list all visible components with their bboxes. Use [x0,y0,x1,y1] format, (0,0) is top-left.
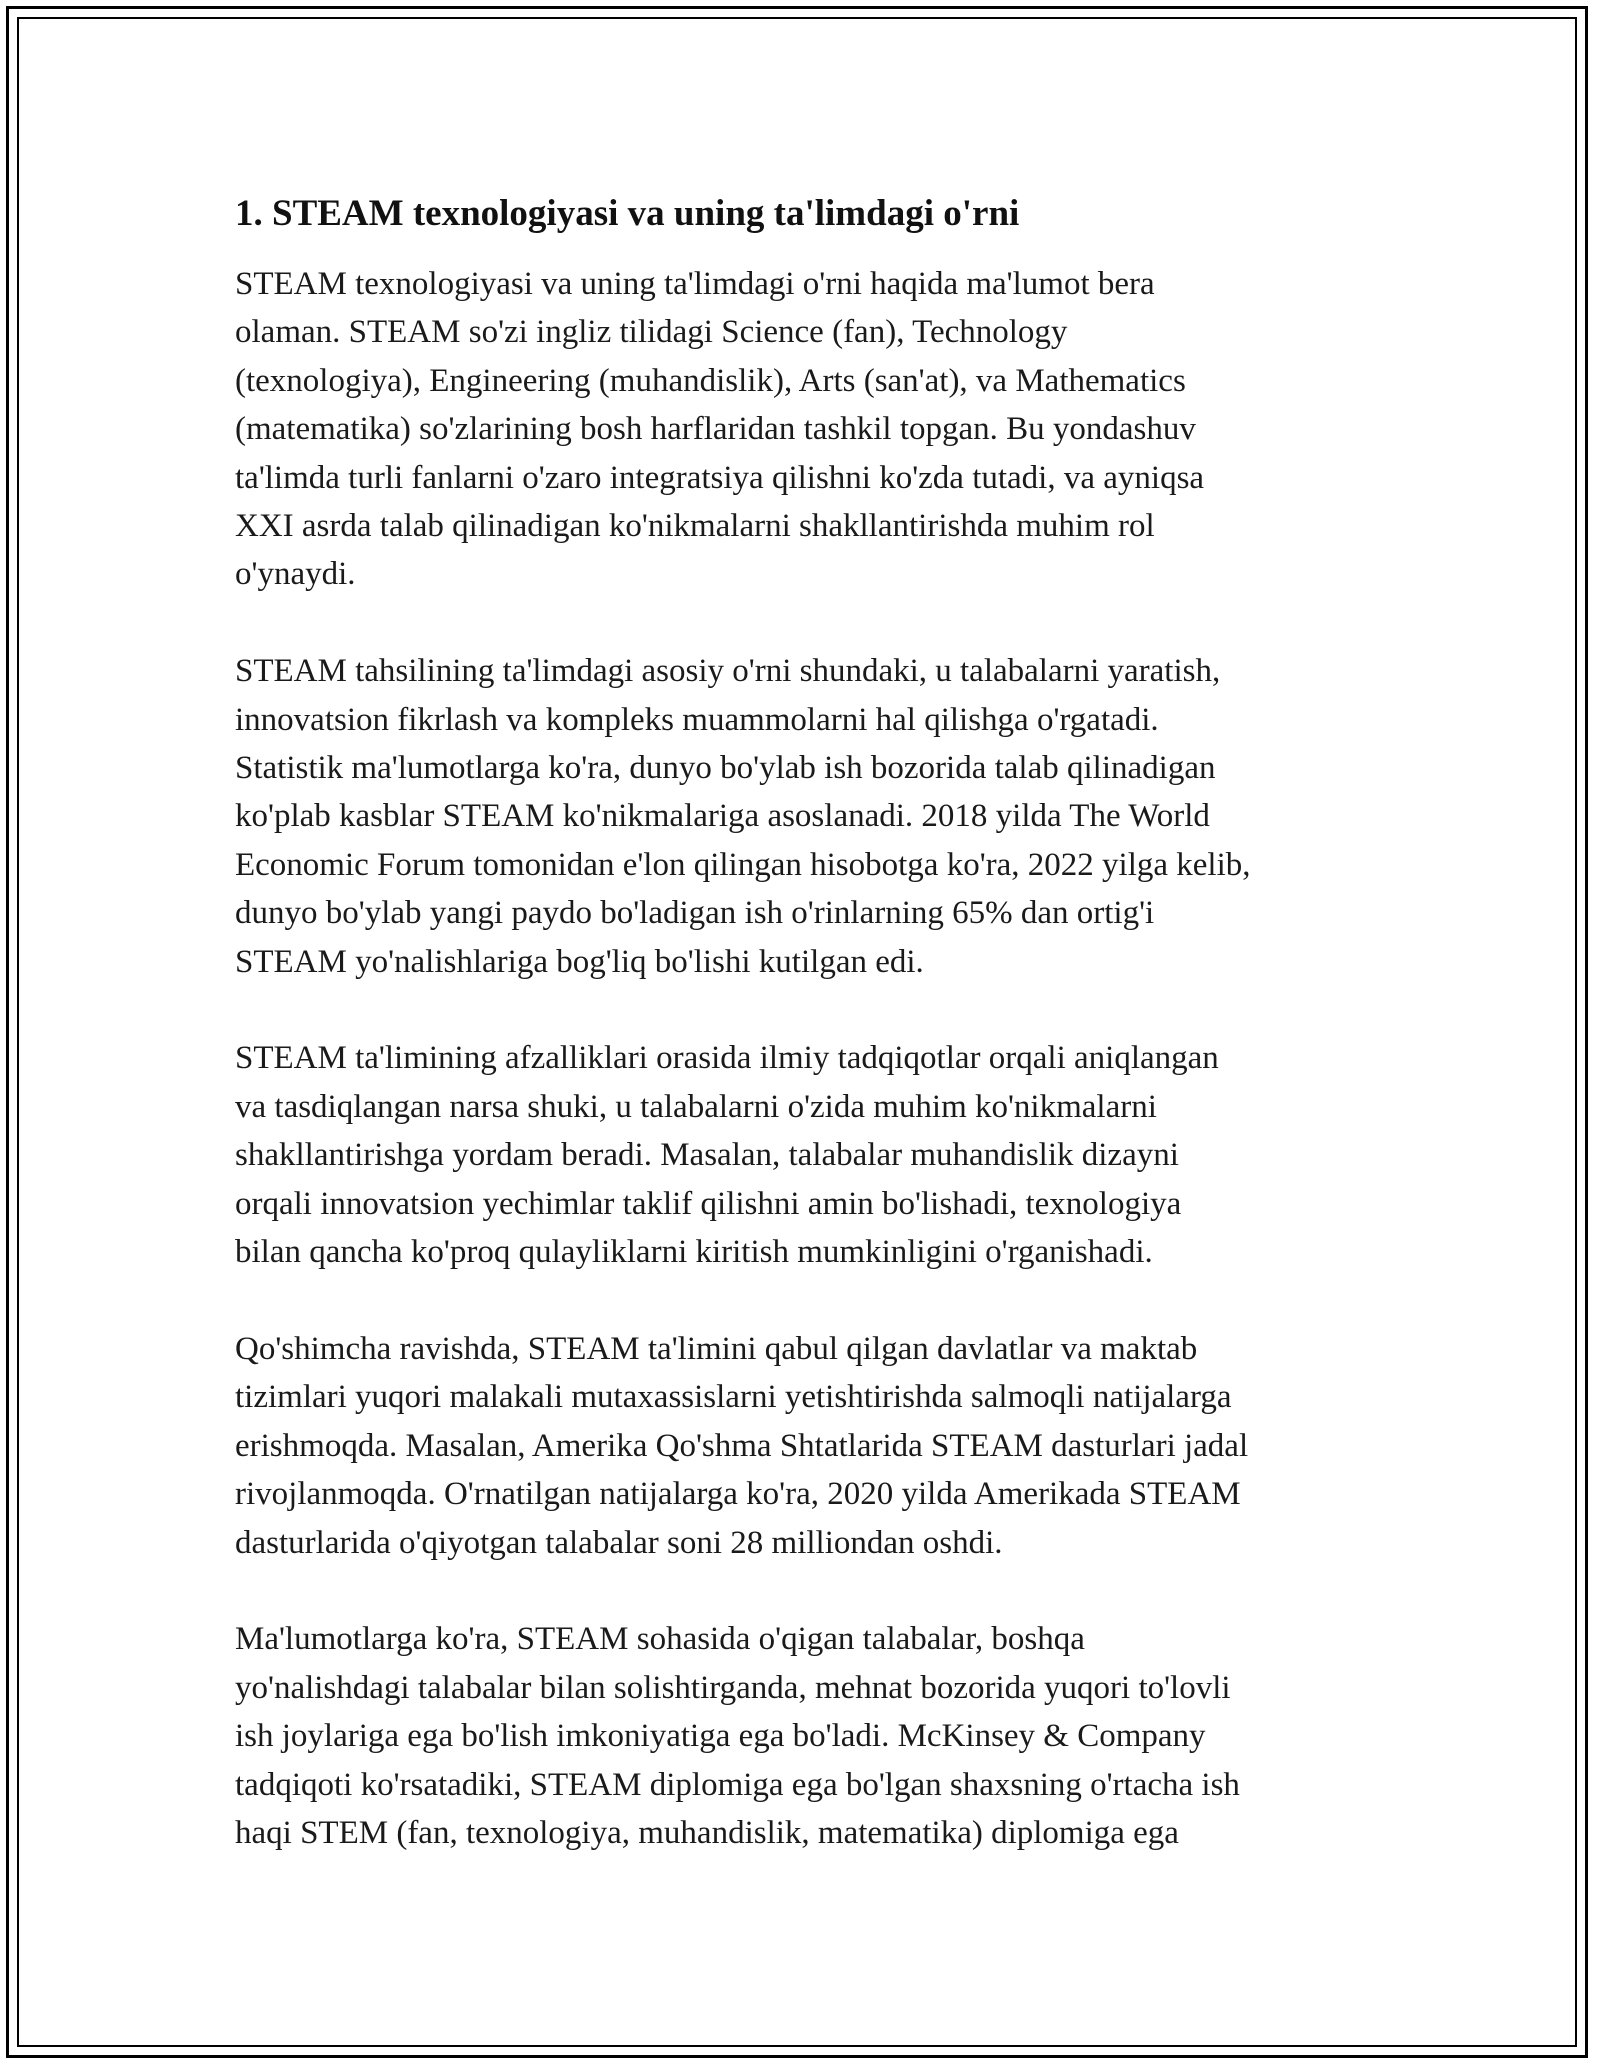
document-body [235,188,1365,1906]
paragraph-line: bilan qancha ko'proq qulayliklarni kiritish mumkinligini o'rganishadi. [235,1234,1153,1271]
paragraph-line: ish joylariga ega bo'lish imkoniyatiga ega bo'ladi. McKinsey & Company [235,1718,1206,1755]
paragraph-line: STEAM texnologiyasi va uning ta'limdagi o'rni haqida ma'lumot bera [235,266,1155,302]
paragraph-line: dunyo bo'ylab yangi paydo bo'ladigan ish o'rinlarning 65% dan ortig'i [235,895,1155,932]
paragraph-5 [235,1615,1365,1857]
paragraph-line: ta'limda turli fanlarni o'zaro integratsiya qilishni ko'zda tutadi, va ayniqsa [235,459,1205,496]
paragraph-line: erishmoqda. Masalan, Amerika Qo'shma Shtatlarida STEAM dasturlari jadal [235,1427,1249,1464]
paragraph-line: (texnologiya), Engineering (muhandislik), Arts (san'at), va Mathematics [235,362,1186,399]
paragraph-2 [235,647,1365,986]
paragraph-line: va tasdiqlangan narsa shuki, u talabalarni o'zida muhim ko'nikmalarni [235,1088,1157,1125]
paragraph-line: XXI asrda talab qilinadigan ko'nikmalarni shakllantirishda muhim rol [235,508,1155,545]
paragraph-line: olaman. STEAM so'zi ingliz tilidagi Science (fan), Technology [235,314,1068,351]
paragraph-line: rivojlanmoqda. O'rnatilgan natijalarga ko'ra, 2020 yilda Amerikada STEAM [235,1476,1241,1513]
section-heading: 1. STEAM texnologiyasi va uning ta'limdagi o'rni [235,193,1020,234]
paragraph-line: orqali innovatsion yechimlar taklif qilishni amin bo'lishadi, texnologiya [235,1185,1182,1222]
paragraph-line: (matematika) so'zlarining bosh harflaridan tashkil topgan. Bu yondashuv [235,411,1196,448]
paragraph-line: Ma'lumotlarga ko'ra, STEAM sohasida o'qigan talabalar, boshqa [235,1621,1085,1658]
paragraph-line: Statistik ma'lumotlarga ko'ra, dunyo bo'ylab ish bozorida talab qilinadigan [235,750,1216,787]
paragraph-line: STEAM ta'limining afzalliklari orasida ilmiy tadqiqotlar orqali aniqlangan [235,1040,1219,1077]
paragraph-line: Qo'shimcha ravishda, STEAM ta'limini qabul qilgan davlatlar va maktab [235,1330,1198,1367]
paragraph-4 [235,1325,1365,1567]
paragraph-line: yo'nalishdagi talabalar bilan solishtirganda, mehnat bozorida yuqori to'lovli [235,1669,1231,1706]
paragraph-line: o'ynaydi. [235,556,356,593]
paragraph-line: shakllantirishga yordam beradi. Masalan, talabalar muhandislik dizayni [235,1137,1179,1174]
paragraph-line: Economic Forum tomonidan e'lon qilingan hisobotga ko'ra, 2022 yilga kelib, [235,846,1251,883]
paragraph-line: haqi STEM (fan, texnologiya, muhandislik, matematika) diplomiga ega [235,1814,1179,1851]
paragraph-line: STEAM yo'nalishlariga bog'liq bo'lishi kutilgan edi. [235,943,924,980]
paragraph-3 [235,1034,1365,1276]
paragraph-line: tizimlari yuqori malakali mutaxassislarni yetishtirishda salmoqli natijalarga [235,1379,1232,1416]
paragraph-line: STEAM tahsilining ta'limdagi asosiy o'rni shundaki, u talabalarni yaratish, [235,653,1221,690]
paragraph-1 [235,260,1365,599]
paragraph-line: dasturlarida o'qiyotgan talabalar soni 28 milliondan oshdi. [235,1524,1003,1561]
paragraph-line: ko'plab kasblar STEAM ko'nikmalariga asoslanadi. 2018 yilda The World [235,798,1210,835]
paragraph-line: innovatsion fikrlash va kompleks muammolarni hal qilishga o'rgatadi. [235,701,1159,738]
paragraph-line: tadqiqoti ko'rsatadiki, STEAM diplomiga ega bo'lgan shaxsning o'rtacha ish [235,1766,1240,1803]
